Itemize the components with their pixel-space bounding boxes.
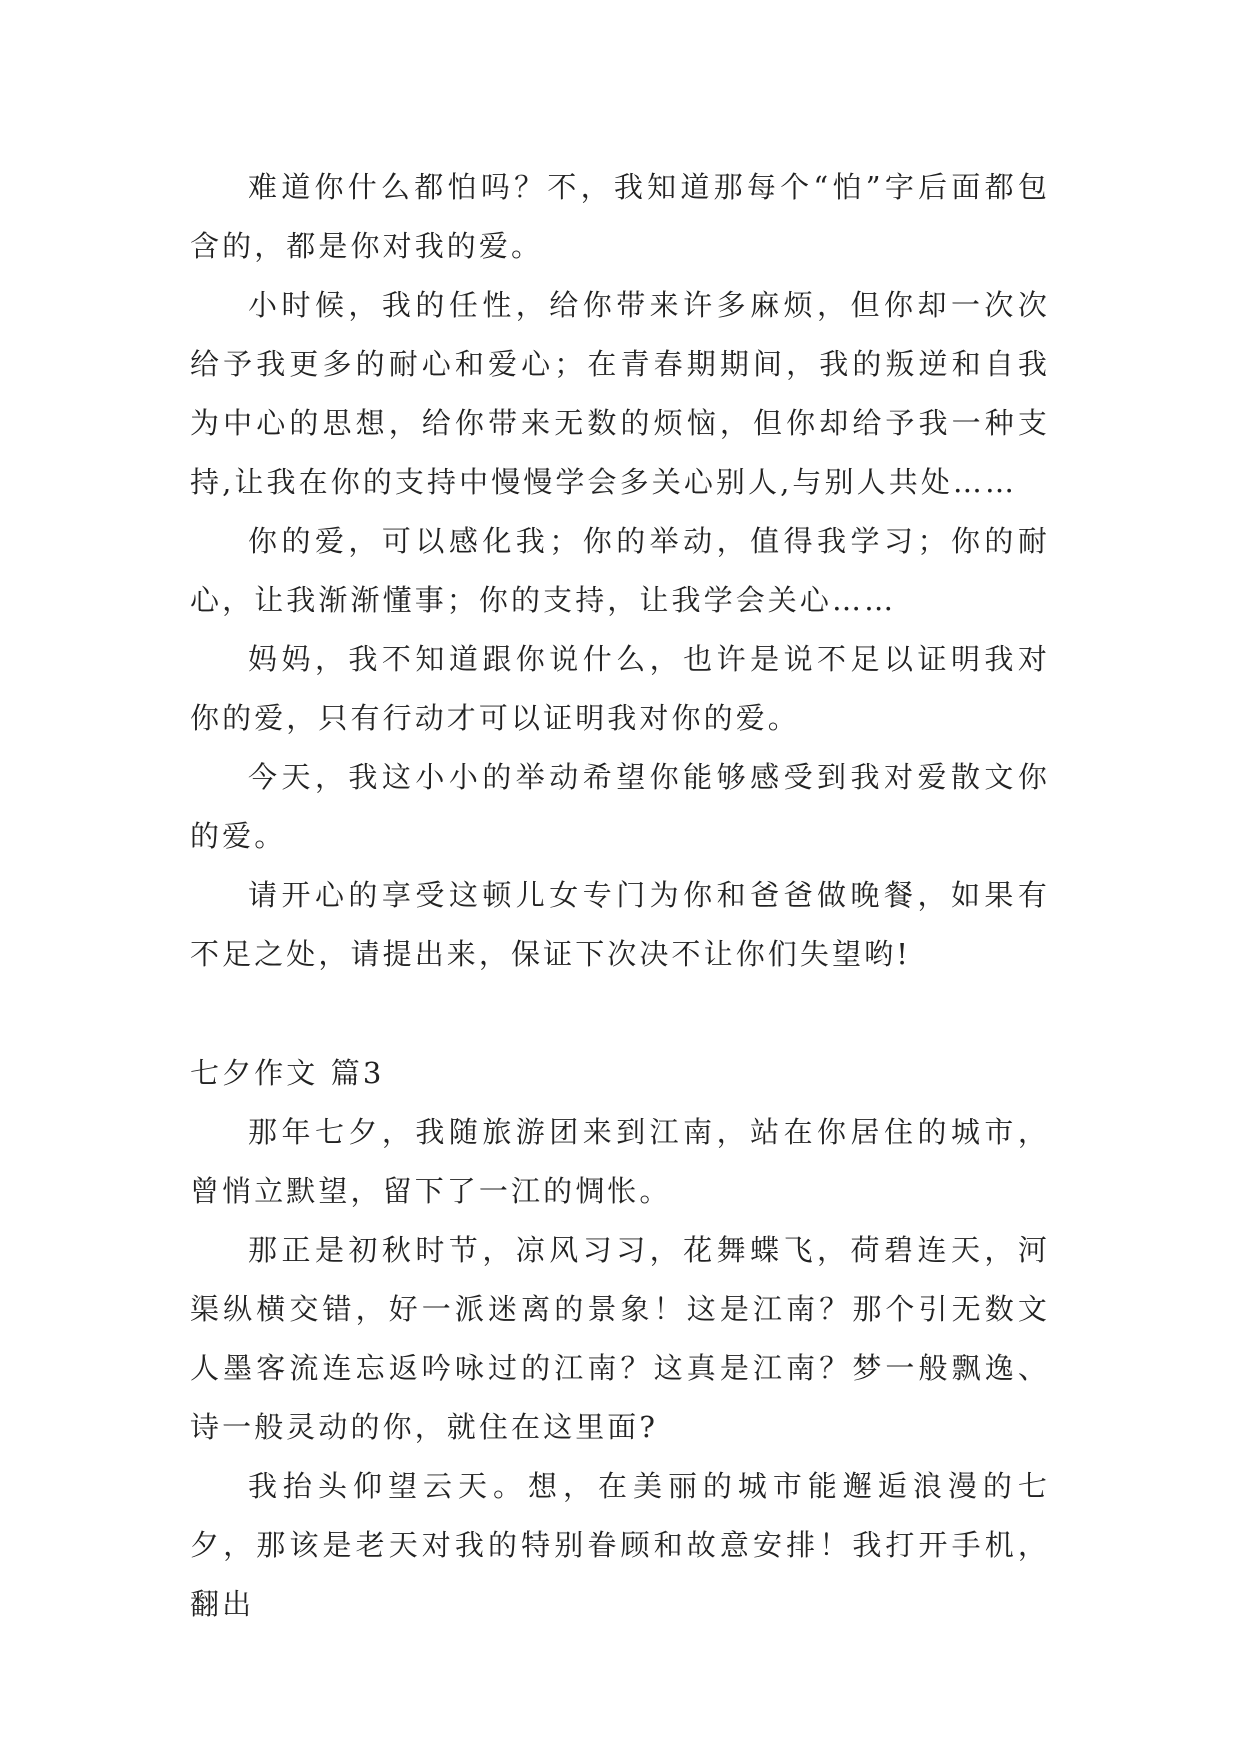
paragraph: 你的爱，可以感化我；你的举动，值得我学习；你的耐心，让我渐渐懂事；你的支持，让我学会关心……	[190, 524, 1050, 617]
paragraph: 我抬头仰望云天。想，在美丽的城市能邂逅浪漫的七夕，那该是老天对我的特别眷顾和故意安排！我打开手机，翻出	[190, 1469, 1050, 1621]
paragraph: 那正是初秋时节，凉风习习，花舞蝶飞，荷碧连天，河渠纵横交错，好一派迷离的景象！这是江南？那个引无数文人墨客流连忘返吟咏过的江南？这真是江南？梦一般飘逸、诗一般灵动的你，就住在这里面?	[190, 1233, 1050, 1444]
paragraph: 妈妈，我不知道跟你说什么，也许是说不足以证明我对你的爱，只有行动才可以证明我对你的爱。	[190, 642, 1050, 735]
paragraph: 难道你什么都怕吗？不，我知道那每个“怕”字后面都包含的，都是你对我的爱。	[190, 170, 1050, 263]
paragraph: 小时候，我的任性，给你带来许多麻烦，但你却一次次给予我更多的耐心和爱心；在青春期期间，我的叛逆和自我为中心的思想，给你带来无数的烦恼，但你却给予我一种支持,让我在你的支持中慢慢学会多关心别人,与别人共处……	[190, 288, 1050, 499]
paragraph: 那年七夕，我随旅游团来到江南，站在你居住的城市，曾悄立默望，留下了一江的惆怅。	[190, 1115, 1050, 1208]
document-body	[190, 158, 1050, 1634]
section-title: 七夕作文 篇3	[190, 1056, 385, 1090]
paragraph: 今天，我这小小的举动希望你能够感受到我对爱散文你的爱。	[190, 760, 1050, 853]
paragraph: 请开心的享受这顿儿女专门为你和爸爸做晚餐，如果有不足之处，请提出来，保证下次决不让你们失望哟!	[190, 878, 1050, 971]
